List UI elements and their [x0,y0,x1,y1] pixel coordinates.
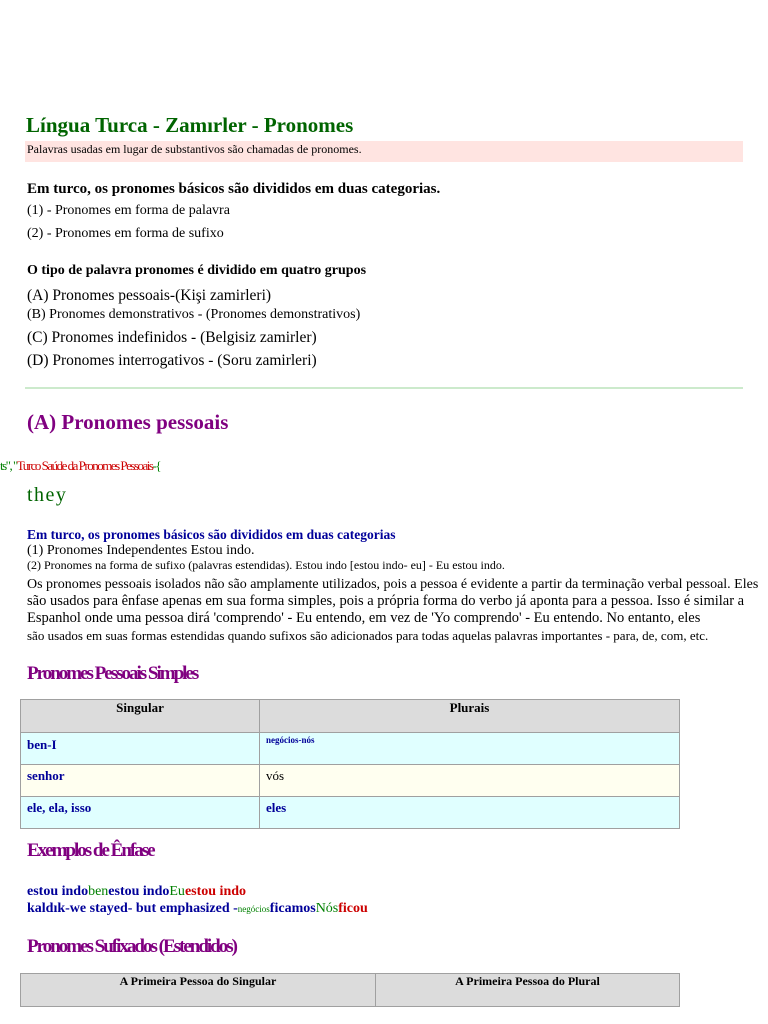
pronoun-word: Eu [169,884,185,899]
table-row [21,797,680,829]
paragraph-line-3: Espanhol onde uma pessoa dirá 'comprendo' - Eu entendo, em vez de 'Yo comprendo' - Eu entendo. No entanto, eles [27,610,701,626]
group-item-b: (B) Pronomes demonstrativos - (Pronomes demonstrativos) [27,307,361,322]
personal-category-2: (2) Pronomes na forma de sufixo (palavras estendidas). Estou indo [estou indo- eu] - Eu estou indo. [27,558,505,572]
column-header-plural: Plurais [260,700,680,733]
suffixed-pronouns-table [20,973,680,1007]
paragraph-line-4: são usados em suas formas estendidas quando sufixos são adicionados para todas aquelas palavras importantes - para, de, com, etc. [27,628,709,643]
simple-pronouns-table [20,699,680,829]
table-row [21,765,680,797]
section-divider [25,387,743,389]
singular-cell: ele, ela, isso [21,797,260,829]
column-header-singular: Singular [21,700,260,733]
intro-text: Palavras usadas em lugar de substantivos são chamadas de pronomes. [27,142,362,156]
example-text: estou indo [184,884,247,899]
suffixed-pronouns-heading: Pronomes Sufixados (Estendidos) [27,936,236,957]
plural-cell: negócios-nós [260,733,680,765]
paragraph-line-1: Os pronomes pessoais isolados não são amplamente utilizados, pois a pessoa é evidente a partir da terminação verbal pessoal. Eles [27,577,759,592]
singular-cell: senhor [21,765,260,797]
turkish-word: ben [88,884,109,899]
category-item-1: (1) - Pronomes em forma de palavra [27,203,230,218]
example-text: ficou [338,901,368,916]
garbled-script-text [0,458,160,474]
singular-cell: ben-I [21,733,260,765]
group-item-d: (D) Pronomes interrogativos - (Soru zamirleri) [27,352,317,369]
paragraph-line-2: são usados para ênfase apenas em sua forma simples, pois a própria forma do verbo já aponta para a pessoa. Isso é similar a [27,593,745,609]
simple-pronouns-heading: Pronomes Pessoais Simples [27,663,198,684]
group-item-a: (A) Pronomes pessoais-(Kişi zamirleri) [27,287,272,304]
personal-categories-heading: Em turco, os pronomes básicos são divididos em duas categorias [27,527,396,542]
they-word: they [27,484,68,506]
section-a-heading: (A) Pronomes pessoais [27,410,229,434]
page-title: Língua Turca - Zamırler - Pronomes [26,113,354,137]
group-item-c: (C) Pronomes indefinidos - (Belgisiz zamirler) [27,329,317,346]
column-header-first-plural: A Primeira Pessoa do Plural [376,974,680,1007]
plural-cell: vós [260,765,680,797]
personal-category-1: (1) Pronomes Independentes Estou indo. [27,543,255,558]
pronoun-word: Nós [315,901,339,916]
emphasis-example-1 [27,884,246,900]
categories-heading: Em turco, os pronomes básicos são divididos em duas categorias. [27,181,441,197]
emphasis-examples-heading: Exemplos de Ênfase [27,840,154,861]
example-text: estou indo [108,884,170,899]
category-item-2: (2) - Pronomes em forma de sufixo [27,226,224,241]
table-row [21,733,680,765]
turkish-word: negócios [237,904,270,914]
groups-heading: O tipo de palavra pronomes é dividido em quatro grupos [27,263,367,278]
plural-cell: eles [260,797,680,829]
garbled-green-text: ts", " [0,458,17,473]
example-text: kaldık-we stayed- but emphasized - [27,901,238,916]
garbled-red-text: Turco Saúde da Pronomes Pessoais [16,458,153,473]
column-header-first-singular: A Primeira Pessoa do Singular [21,974,376,1007]
emphasis-example-2 [27,901,368,917]
example-text: estou indo [27,884,89,899]
garbled-tail-text: -{ [152,458,161,473]
example-text: ficamos [269,901,316,916]
